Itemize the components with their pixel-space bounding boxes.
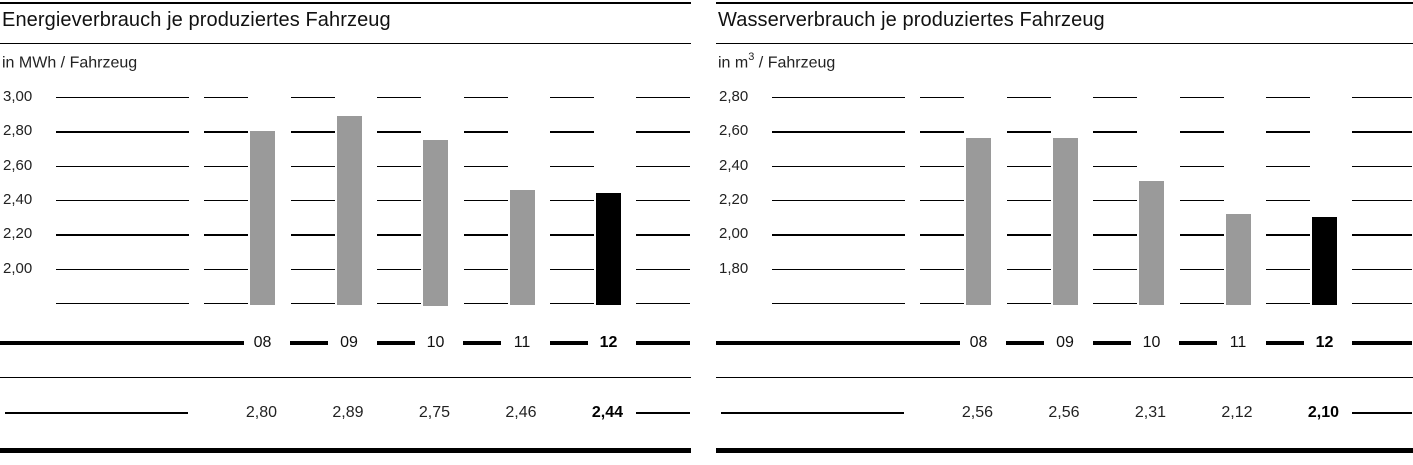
panel-top-rule: [0, 2, 691, 4]
values-lead-rule: [721, 412, 904, 413]
bar-11: [1226, 214, 1251, 306]
chart-title: Energieverbrauch je produziertes Fahrzeug: [2, 9, 391, 31]
gridline-dash: [56, 234, 189, 235]
gridline-dash: [56, 200, 189, 201]
gridline-dash: [291, 131, 335, 132]
gridline-dash: [1352, 234, 1412, 235]
gridline-dash: [204, 303, 248, 304]
year-label-11: 11: [1229, 334, 1247, 351]
bar-10: [423, 140, 448, 306]
gridline-dash: [464, 200, 508, 201]
gridline-dash: [772, 97, 905, 98]
gridline-dash: [291, 303, 335, 304]
gridline-dash: [1093, 166, 1137, 167]
bar-10: [1139, 181, 1164, 305]
separator-rule: [716, 377, 1413, 378]
title-underline: [0, 43, 691, 44]
y-axis-tick-label: 2,60: [719, 122, 749, 140]
gridline-dash: [204, 234, 248, 235]
year-label-09: 09: [1056, 334, 1074, 351]
value-label-09: 2,56: [1048, 404, 1080, 421]
unit-suffix: / Fahrzeug: [754, 54, 836, 72]
gridline-dash: [377, 166, 421, 167]
years-dash: [463, 341, 501, 345]
gridline-dash: [1266, 97, 1310, 98]
value-label-09: 2,89: [332, 404, 364, 421]
gridline-dash: [56, 97, 189, 98]
value-label-12: 2,10: [1307, 404, 1339, 421]
y-axis-tick-label: 2,20: [3, 225, 33, 243]
gridline-dash: [1352, 269, 1412, 270]
unit-prefix: in m: [718, 54, 749, 72]
gridline-dash: [1266, 234, 1310, 235]
y-axis-tick-label: 2,00: [3, 259, 33, 277]
gridline-dash: [464, 166, 508, 167]
chart-panel-energy: [0, 0, 691, 465]
gridline-dash: [920, 200, 964, 201]
gridline-dash: [1180, 97, 1224, 98]
gridline-dash: [636, 97, 690, 98]
gridline-dash: [1007, 234, 1051, 235]
gridline-dash: [56, 303, 189, 304]
gridline-dash: [56, 131, 189, 132]
gridline-dash: [377, 303, 421, 304]
gridline-dash: [550, 166, 594, 167]
gridline-dash: [204, 166, 248, 167]
gridline-dash: [1266, 269, 1310, 270]
bar-09: [337, 116, 362, 306]
gridline-dash: [377, 200, 421, 201]
gridline-dash: [1180, 200, 1224, 201]
gridline-dash: [1007, 166, 1051, 167]
unit-prefix: in MWh: [2, 54, 57, 72]
gridline-dash: [1266, 131, 1310, 132]
gridline-dash: [377, 97, 421, 98]
gridline-dash: [1180, 166, 1224, 167]
panel-bottom-rule: [0, 448, 691, 453]
gridline-dash: [464, 97, 508, 98]
gridline-dash: [550, 200, 594, 201]
y-axis-tick-label: 2,20: [719, 190, 749, 208]
value-label-12: 2,44: [591, 404, 623, 421]
y-axis-tick-label: 2,80: [3, 122, 33, 140]
year-label-12: 12: [1315, 334, 1334, 351]
gridline-dash: [56, 166, 189, 167]
y-axis-tick-label: 2,60: [3, 156, 33, 174]
gridline-dash: [920, 234, 964, 235]
year-label-12: 12: [599, 334, 618, 351]
panel-top-rule: [716, 2, 1413, 4]
gridline-dash: [464, 234, 508, 235]
year-label-09: 09: [340, 334, 358, 351]
chart-title: Wasserverbrauch je produziertes Fahrzeug: [718, 9, 1105, 31]
unit-suffix: / Fahrzeug: [56, 54, 138, 72]
year-label-08: 08: [969, 334, 988, 351]
gridline-dash: [204, 97, 248, 98]
year-label-10: 10: [1142, 334, 1161, 351]
bar-08: [966, 138, 991, 305]
gridline-dash: [204, 131, 248, 132]
separator-rule: [0, 377, 691, 378]
gridline-dash: [772, 166, 905, 167]
gridline-dash: [920, 97, 964, 98]
chart-unit-label: [718, 52, 835, 72]
gridline-dash: [772, 200, 905, 201]
years-dash: [1266, 341, 1304, 345]
gridline-dash: [1007, 200, 1051, 201]
gridline-dash: [377, 131, 421, 132]
gridline-dash: [464, 269, 508, 270]
gridline-dash: [772, 303, 905, 304]
years-dash: [1179, 341, 1217, 345]
value-label-08: 2,80: [245, 404, 277, 421]
gridline-dash: [920, 303, 964, 304]
gridline-dash: [1352, 131, 1412, 132]
gridline-dash: [550, 131, 594, 132]
gridline-dash: [291, 269, 335, 270]
values-trail-dash: [1352, 412, 1412, 413]
years-dash: [290, 341, 328, 345]
bar-08: [250, 131, 275, 305]
gridline-dash: [636, 269, 690, 270]
gridline-dash: [1266, 166, 1310, 167]
gridline-dash: [1352, 166, 1412, 167]
gridline-dash: [1007, 303, 1051, 304]
gridline-dash: [1093, 200, 1137, 201]
gridline-dash: [920, 131, 964, 132]
gridline-dash: [550, 269, 594, 270]
gridline-dash: [1266, 303, 1310, 304]
bar-11: [510, 190, 535, 306]
gridline-dash: [1180, 269, 1224, 270]
years-trail-dash: [636, 341, 690, 345]
y-axis-tick-label: 2,40: [719, 156, 749, 174]
y-axis-tick-label: 2,80: [719, 88, 749, 105]
title-underline: [716, 43, 1413, 44]
gridline-dash: [550, 234, 594, 235]
years-dash: [1006, 341, 1044, 345]
gridline-dash: [464, 303, 508, 304]
values-lead-rule: [5, 412, 188, 413]
gridline-dash: [550, 303, 594, 304]
y-axis-tick-label: 1,80: [719, 259, 749, 277]
years-lead-rule: [716, 341, 960, 345]
gridline-dash: [1180, 131, 1224, 132]
gridline-dash: [1180, 234, 1224, 235]
gridline-dash: [56, 269, 189, 270]
gridline-dash: [1007, 269, 1051, 270]
value-label-10: 2,31: [1134, 404, 1166, 421]
value-label-08: 2,56: [961, 404, 993, 421]
gridline-dash: [291, 200, 335, 201]
value-label-10: 2,75: [418, 404, 450, 421]
gridline-dash: [636, 303, 690, 304]
gridline-dash: [636, 166, 690, 167]
year-label-11: 11: [513, 334, 531, 351]
gridline-dash: [204, 200, 248, 201]
gridline-dash: [1352, 200, 1412, 201]
bar-09: [1053, 138, 1078, 305]
gridline-dash: [377, 269, 421, 270]
gridline-dash: [464, 131, 508, 132]
chart-panel-water: [716, 0, 1413, 465]
gridline-dash: [1093, 303, 1137, 304]
gridline-dash: [1266, 200, 1310, 201]
gridline-dash: [291, 97, 335, 98]
years-trail-dash: [1352, 341, 1412, 345]
y-axis-tick-label: 2,40: [3, 190, 33, 208]
gridline-dash: [1352, 303, 1412, 304]
gridline-dash: [377, 234, 421, 235]
value-label-11: 2,12: [1221, 404, 1253, 421]
gridline-dash: [636, 234, 690, 235]
chart-unit-label: [2, 52, 137, 72]
panel-bottom-rule: [716, 448, 1413, 453]
value-label-11: 2,46: [505, 404, 537, 421]
gridline-dash: [291, 234, 335, 235]
gridline-dash: [291, 166, 335, 167]
gridline-dash: [772, 131, 905, 132]
y-axis-tick-label: 3,00: [3, 88, 33, 105]
gridline-dash: [920, 166, 964, 167]
bar-12: [1312, 217, 1337, 305]
gridline-dash: [1007, 131, 1051, 132]
year-label-08: 08: [253, 334, 272, 351]
unit-superscript: 3: [748, 51, 755, 63]
gridline-dash: [1007, 97, 1051, 98]
gridline-dash: [920, 269, 964, 270]
gridline-dash: [1180, 303, 1224, 304]
years-lead-rule: [0, 341, 244, 345]
gridline-dash: [204, 269, 248, 270]
y-axis-tick-label: 2,00: [719, 225, 749, 243]
gridline-dash: [636, 200, 690, 201]
years-dash: [1093, 341, 1131, 345]
gridline-dash: [1093, 97, 1137, 98]
gridline-dash: [550, 97, 594, 98]
gridline-dash: [636, 131, 690, 132]
year-label-10: 10: [426, 334, 445, 351]
gridline-dash: [1093, 131, 1137, 132]
gridline-dash: [772, 234, 905, 235]
years-dash: [377, 341, 415, 345]
values-trail-dash: [636, 412, 690, 413]
bar-12: [596, 193, 621, 305]
gridline-dash: [1093, 234, 1137, 235]
gridline-dash: [1093, 269, 1137, 270]
gridline-dash: [1352, 97, 1412, 98]
years-dash: [550, 341, 588, 345]
gridline-dash: [772, 269, 905, 270]
